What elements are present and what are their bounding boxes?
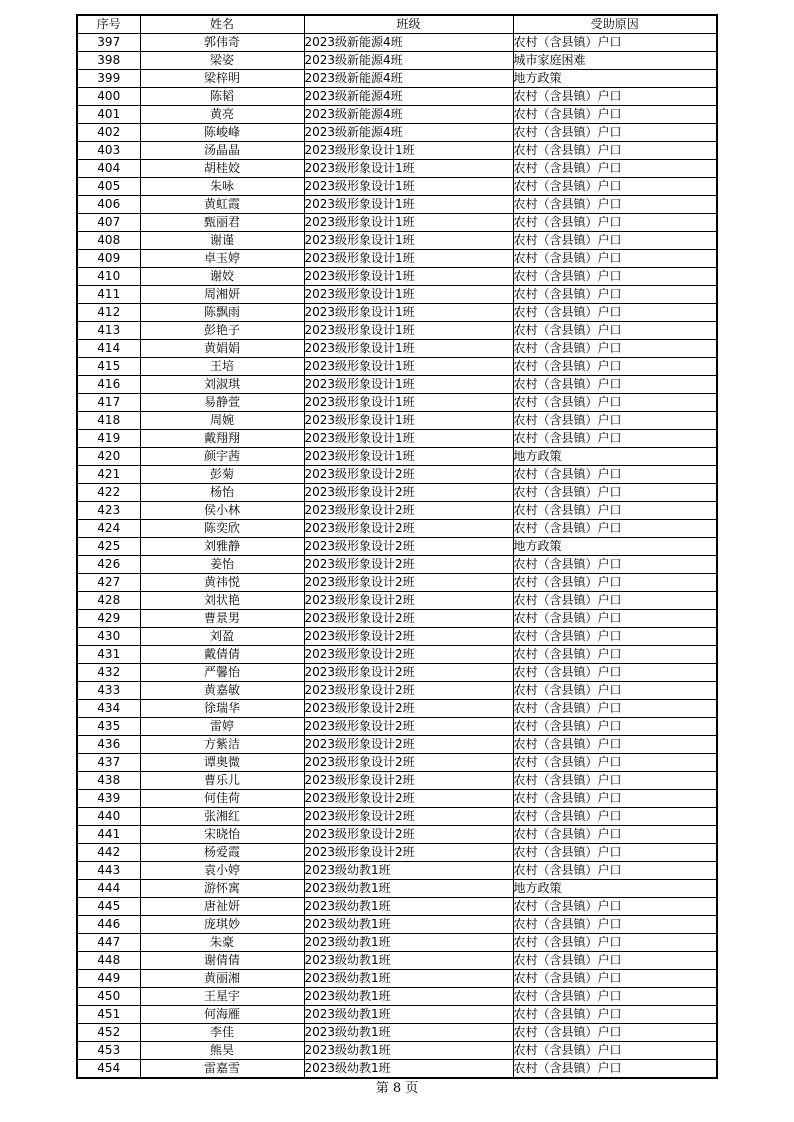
cell-reason: 农村（含县镇）户口 (513, 412, 717, 430)
cell-class: 2023级形象设计2班 (304, 772, 513, 790)
cell-class: 2023级形象设计2班 (304, 754, 513, 772)
cell-class: 2023级形象设计2班 (304, 592, 513, 610)
cell-class: 2023级幼教1班 (304, 988, 513, 1006)
header-class: 班级 (304, 15, 513, 34)
cell-name: 李佳 (140, 1024, 304, 1042)
table-row (77, 736, 717, 754)
cell-no: 414 (77, 340, 140, 358)
table-row (77, 790, 717, 808)
cell-reason: 农村（含县镇）户口 (513, 520, 717, 538)
cell-reason: 农村（含县镇）户口 (513, 556, 717, 574)
table-row (77, 106, 717, 124)
cell-class: 2023级形象设计2班 (304, 700, 513, 718)
cell-no: 422 (77, 484, 140, 502)
table-row (77, 250, 717, 268)
table-row (77, 358, 717, 376)
cell-name: 雷嘉雪 (140, 1060, 304, 1079)
cell-no: 427 (77, 574, 140, 592)
cell-class: 2023级形象设计1班 (304, 376, 513, 394)
cell-no: 420 (77, 448, 140, 466)
header-no: 序号 (77, 15, 140, 34)
table-row (77, 520, 717, 538)
table-row (77, 574, 717, 592)
table-row (77, 952, 717, 970)
cell-class: 2023级形象设计1班 (304, 340, 513, 358)
table-row (77, 754, 717, 772)
cell-name: 朱豪 (140, 934, 304, 952)
cell-name: 黄祎悦 (140, 574, 304, 592)
cell-class: 2023级形象设计2班 (304, 556, 513, 574)
cell-reason: 农村（含县镇）户口 (513, 502, 717, 520)
cell-name: 曹景男 (140, 610, 304, 628)
cell-no: 426 (77, 556, 140, 574)
cell-no: 399 (77, 70, 140, 88)
table-row (77, 484, 717, 502)
table-row (77, 286, 717, 304)
cell-name: 易静萱 (140, 394, 304, 412)
table-row (77, 52, 717, 70)
table-row (77, 232, 717, 250)
cell-no: 406 (77, 196, 140, 214)
cell-name: 曹乐儿 (140, 772, 304, 790)
table-row (77, 700, 717, 718)
cell-reason: 农村（含县镇）户口 (513, 304, 717, 322)
cell-no: 424 (77, 520, 140, 538)
cell-no: 430 (77, 628, 140, 646)
table-row (77, 502, 717, 520)
cell-class: 2023级幼教1班 (304, 1024, 513, 1042)
cell-no: 439 (77, 790, 140, 808)
cell-no: 429 (77, 610, 140, 628)
cell-reason: 农村（含县镇）户口 (513, 376, 717, 394)
cell-reason: 农村（含县镇）户口 (513, 808, 717, 826)
cell-class: 2023级新能源4班 (304, 34, 513, 52)
cell-class: 2023级形象设计1班 (304, 142, 513, 160)
cell-reason: 农村（含县镇）户口 (513, 394, 717, 412)
cell-no: 442 (77, 844, 140, 862)
table-row (77, 142, 717, 160)
cell-name: 朱咏 (140, 178, 304, 196)
cell-name: 黄嘉敏 (140, 682, 304, 700)
cell-no: 444 (77, 880, 140, 898)
cell-no: 419 (77, 430, 140, 448)
cell-no: 445 (77, 898, 140, 916)
cell-name: 陈奕欣 (140, 520, 304, 538)
cell-reason: 农村（含县镇）户口 (513, 466, 717, 484)
header-name: 姓名 (140, 15, 304, 34)
cell-class: 2023级形象设计1班 (304, 412, 513, 430)
cell-name: 陈飘雨 (140, 304, 304, 322)
cell-class: 2023级形象设计1班 (304, 196, 513, 214)
cell-reason: 农村（含县镇）户口 (513, 1006, 717, 1024)
table-row (77, 124, 717, 142)
cell-reason: 农村（含县镇）户口 (513, 34, 717, 52)
cell-reason: 农村（含县镇）户口 (513, 1024, 717, 1042)
cell-class: 2023级新能源4班 (304, 52, 513, 70)
cell-class: 2023级形象设计2班 (304, 574, 513, 592)
cell-no: 411 (77, 286, 140, 304)
cell-reason: 农村（含县镇）户口 (513, 124, 717, 142)
cell-name: 陈峻峰 (140, 124, 304, 142)
cell-reason: 农村（含县镇）户口 (513, 610, 717, 628)
cell-reason: 农村（含县镇）户口 (513, 862, 717, 880)
cell-no: 405 (77, 178, 140, 196)
cell-no: 438 (77, 772, 140, 790)
cell-reason: 农村（含县镇）户口 (513, 250, 717, 268)
cell-reason: 农村（含县镇）户口 (513, 754, 717, 772)
cell-no: 443 (77, 862, 140, 880)
cell-no: 435 (77, 718, 140, 736)
cell-class: 2023级形象设计1班 (304, 286, 513, 304)
table-row (77, 808, 717, 826)
table-row (77, 826, 717, 844)
table-row (77, 592, 717, 610)
cell-no: 415 (77, 358, 140, 376)
cell-no: 421 (77, 466, 140, 484)
table-row (77, 376, 717, 394)
cell-name: 张湘红 (140, 808, 304, 826)
cell-class: 2023级形象设计1班 (304, 430, 513, 448)
cell-no: 413 (77, 322, 140, 340)
cell-reason: 农村（含县镇）户口 (513, 628, 717, 646)
cell-class: 2023级形象设计1班 (304, 232, 513, 250)
page-number: 第 8 页 (375, 1081, 419, 1096)
cell-class: 2023级新能源4班 (304, 70, 513, 88)
cell-name: 汤晶晶 (140, 142, 304, 160)
cell-name: 彭艳子 (140, 322, 304, 340)
cell-class: 2023级形象设计2班 (304, 466, 513, 484)
cell-class: 2023级幼教1班 (304, 970, 513, 988)
cell-reason: 农村（含县镇）户口 (513, 484, 717, 502)
table-row (77, 682, 717, 700)
cell-reason: 农村（含县镇）户口 (513, 970, 717, 988)
cell-no: 409 (77, 250, 140, 268)
cell-name: 黄丽湘 (140, 970, 304, 988)
table-row (77, 664, 717, 682)
table-row (77, 538, 717, 556)
cell-name: 杨怡 (140, 484, 304, 502)
cell-reason: 农村（含县镇）户口 (513, 646, 717, 664)
cell-name: 卓玉婷 (140, 250, 304, 268)
cell-class: 2023级形象设计1班 (304, 394, 513, 412)
cell-class: 2023级幼教1班 (304, 934, 513, 952)
table-row (77, 862, 717, 880)
cell-no: 448 (77, 952, 140, 970)
cell-no: 423 (77, 502, 140, 520)
table-row (77, 70, 717, 88)
cell-class: 2023级形象设计2班 (304, 682, 513, 700)
table-row (77, 340, 717, 358)
cell-no: 449 (77, 970, 140, 988)
cell-class: 2023级幼教1班 (304, 880, 513, 898)
cell-reason: 农村（含县镇）户口 (513, 952, 717, 970)
cell-no: 440 (77, 808, 140, 826)
cell-class: 2023级幼教1班 (304, 1060, 513, 1079)
cell-name: 袁小婷 (140, 862, 304, 880)
cell-reason: 农村（含县镇）户口 (513, 322, 717, 340)
cell-reason: 农村（含县镇）户口 (513, 88, 717, 106)
cell-class: 2023级形象设计1班 (304, 358, 513, 376)
cell-no: 451 (77, 1006, 140, 1024)
table-row (77, 772, 717, 790)
table-row (77, 916, 717, 934)
cell-name: 彭菊 (140, 466, 304, 484)
cell-name: 游怀寓 (140, 880, 304, 898)
cell-class: 2023级幼教1班 (304, 862, 513, 880)
cell-reason: 农村（含县镇）户口 (513, 592, 717, 610)
table-row (77, 970, 717, 988)
cell-reason: 农村（含县镇）户口 (513, 196, 717, 214)
table-row (77, 88, 717, 106)
table-row (77, 610, 717, 628)
cell-class: 2023级形象设计2班 (304, 538, 513, 556)
cell-reason: 农村（含县镇）户口 (513, 1042, 717, 1060)
table-row (77, 196, 717, 214)
table-row (77, 448, 717, 466)
cell-no: 432 (77, 664, 140, 682)
cell-class: 2023级形象设计1班 (304, 214, 513, 232)
cell-class: 2023级形象设计2班 (304, 826, 513, 844)
cell-reason: 农村（含县镇）户口 (513, 934, 717, 952)
table-row (77, 880, 717, 898)
cell-reason: 农村（含县镇）户口 (513, 286, 717, 304)
cell-reason: 农村（含县镇）户口 (513, 790, 717, 808)
cell-name: 姜怡 (140, 556, 304, 574)
cell-reason: 农村（含县镇）户口 (513, 700, 717, 718)
cell-no: 398 (77, 52, 140, 70)
table-row (77, 160, 717, 178)
cell-name: 刘雅静 (140, 538, 304, 556)
cell-name: 谢姣 (140, 268, 304, 286)
cell-class: 2023级幼教1班 (304, 916, 513, 934)
cell-reason: 农村（含县镇）户口 (513, 160, 717, 178)
cell-no: 400 (77, 88, 140, 106)
cell-reason: 农村（含县镇）户口 (513, 826, 717, 844)
cell-no: 447 (77, 934, 140, 952)
header-reason: 受助原因 (513, 15, 717, 34)
table-row (77, 628, 717, 646)
cell-reason: 农村（含县镇）户口 (513, 718, 717, 736)
cell-reason: 农村（含县镇）户口 (513, 682, 717, 700)
cell-class: 2023级形象设计2班 (304, 844, 513, 862)
cell-reason: 地方政策 (513, 880, 717, 898)
cell-no: 397 (77, 34, 140, 52)
table-row (77, 304, 717, 322)
cell-reason: 农村（含县镇）户口 (513, 898, 717, 916)
table-row (77, 1042, 717, 1060)
cell-name: 周婉 (140, 412, 304, 430)
table-row (77, 1060, 717, 1079)
cell-reason: 农村（含县镇）户口 (513, 106, 717, 124)
cell-reason: 城市家庭困难 (513, 52, 717, 70)
cell-name: 宋晓怡 (140, 826, 304, 844)
table-row (77, 322, 717, 340)
cell-name: 黄亮 (140, 106, 304, 124)
cell-class: 2023级新能源4班 (304, 124, 513, 142)
cell-class: 2023级形象设计2班 (304, 718, 513, 736)
table-row (77, 646, 717, 664)
cell-no: 454 (77, 1060, 140, 1079)
cell-name: 雷婷 (140, 718, 304, 736)
table-row (77, 268, 717, 286)
cell-class: 2023级新能源4班 (304, 106, 513, 124)
cell-reason: 农村（含县镇）户口 (513, 268, 717, 286)
cell-name: 谢谨 (140, 232, 304, 250)
cell-class: 2023级形象设计1班 (304, 268, 513, 286)
cell-name: 刘状艳 (140, 592, 304, 610)
cell-name: 侯小林 (140, 502, 304, 520)
cell-name: 黄娟娟 (140, 340, 304, 358)
cell-class: 2023级形象设计2班 (304, 628, 513, 646)
table-row (77, 1006, 717, 1024)
cell-reason: 农村（含县镇）户口 (513, 232, 717, 250)
cell-reason: 地方政策 (513, 448, 717, 466)
cell-name: 何佳荷 (140, 790, 304, 808)
cell-name: 王培 (140, 358, 304, 376)
table-row (77, 466, 717, 484)
table-row (77, 214, 717, 232)
table-row (77, 1024, 717, 1042)
aid-recipient-table (76, 14, 718, 1079)
cell-name: 黄虹霞 (140, 196, 304, 214)
cell-name: 胡桂姣 (140, 160, 304, 178)
cell-no: 434 (77, 700, 140, 718)
cell-no: 418 (77, 412, 140, 430)
cell-name: 甄丽君 (140, 214, 304, 232)
cell-no: 408 (77, 232, 140, 250)
cell-name: 梁梓明 (140, 70, 304, 88)
cell-name: 杨爱霞 (140, 844, 304, 862)
cell-reason: 地方政策 (513, 70, 717, 88)
table-row (77, 898, 717, 916)
table-row (77, 178, 717, 196)
cell-class: 2023级形象设计1班 (304, 448, 513, 466)
cell-class: 2023级形象设计2班 (304, 664, 513, 682)
cell-name: 刘淑琪 (140, 376, 304, 394)
table-row (77, 412, 717, 430)
cell-class: 2023级形象设计2班 (304, 808, 513, 826)
cell-name: 唐祉妍 (140, 898, 304, 916)
cell-no: 452 (77, 1024, 140, 1042)
cell-name: 戴翔翔 (140, 430, 304, 448)
cell-reason: 农村（含县镇）户口 (513, 844, 717, 862)
cell-no: 428 (77, 592, 140, 610)
cell-no: 436 (77, 736, 140, 754)
cell-class: 2023级新能源4班 (304, 88, 513, 106)
cell-no: 441 (77, 826, 140, 844)
cell-name: 徐瑞华 (140, 700, 304, 718)
cell-class: 2023级形象设计1班 (304, 178, 513, 196)
cell-reason: 农村（含县镇）户口 (513, 574, 717, 592)
cell-no: 402 (77, 124, 140, 142)
cell-name: 戴倩倩 (140, 646, 304, 664)
cell-no: 433 (77, 682, 140, 700)
cell-no: 437 (77, 754, 140, 772)
cell-class: 2023级幼教1班 (304, 1006, 513, 1024)
cell-no: 446 (77, 916, 140, 934)
table-row (77, 430, 717, 448)
header-row (77, 15, 717, 34)
table-row (77, 556, 717, 574)
table-row (77, 718, 717, 736)
cell-no: 450 (77, 988, 140, 1006)
cell-class: 2023级形象设计1班 (304, 322, 513, 340)
cell-reason: 农村（含县镇）户口 (513, 358, 717, 376)
cell-reason: 农村（含县镇）户口 (513, 916, 717, 934)
table-row (77, 844, 717, 862)
cell-reason: 农村（含县镇）户口 (513, 214, 717, 232)
cell-name: 庞琪妙 (140, 916, 304, 934)
table-row (77, 394, 717, 412)
cell-no: 417 (77, 394, 140, 412)
cell-class: 2023级形象设计2班 (304, 502, 513, 520)
cell-name: 何海雁 (140, 1006, 304, 1024)
cell-no: 416 (77, 376, 140, 394)
cell-class: 2023级幼教1班 (304, 1042, 513, 1060)
cell-class: 2023级形象设计1班 (304, 250, 513, 268)
table-row (77, 34, 717, 52)
cell-reason: 农村（含县镇）户口 (513, 1060, 717, 1079)
cell-no: 453 (77, 1042, 140, 1060)
cell-reason: 农村（含县镇）户口 (513, 340, 717, 358)
cell-no: 412 (77, 304, 140, 322)
cell-reason: 农村（含县镇）户口 (513, 664, 717, 682)
cell-name: 谢倩倩 (140, 952, 304, 970)
cell-class: 2023级形象设计2班 (304, 646, 513, 664)
cell-reason: 农村（含县镇）户口 (513, 772, 717, 790)
cell-name: 郭伟奇 (140, 34, 304, 52)
cell-no: 410 (77, 268, 140, 286)
cell-name: 严馨怡 (140, 664, 304, 682)
cell-name: 周湘妍 (140, 286, 304, 304)
cell-name: 谭奥微 (140, 754, 304, 772)
cell-class: 2023级形象设计1班 (304, 160, 513, 178)
cell-name: 方紫洁 (140, 736, 304, 754)
cell-class: 2023级形象设计2班 (304, 790, 513, 808)
cell-reason: 地方政策 (513, 538, 717, 556)
cell-name: 陈韬 (140, 88, 304, 106)
cell-class: 2023级幼教1班 (304, 898, 513, 916)
cell-no: 401 (77, 106, 140, 124)
cell-reason: 农村（含县镇）户口 (513, 178, 717, 196)
cell-reason: 农村（含县镇）户口 (513, 142, 717, 160)
cell-class: 2023级形象设计2班 (304, 520, 513, 538)
cell-name: 刘盈 (140, 628, 304, 646)
cell-reason: 农村（含县镇）户口 (513, 736, 717, 754)
table-row (77, 934, 717, 952)
cell-class: 2023级形象设计1班 (304, 304, 513, 322)
cell-no: 404 (77, 160, 140, 178)
cell-class: 2023级形象设计2班 (304, 610, 513, 628)
cell-class: 2023级幼教1班 (304, 952, 513, 970)
cell-name: 梁姿 (140, 52, 304, 70)
cell-no: 407 (77, 214, 140, 232)
cell-no: 431 (77, 646, 140, 664)
cell-name: 熊昊 (140, 1042, 304, 1060)
cell-class: 2023级形象设计2班 (304, 484, 513, 502)
table-row (77, 988, 717, 1006)
cell-no: 403 (77, 142, 140, 160)
cell-reason: 农村（含县镇）户口 (513, 430, 717, 448)
cell-class: 2023级形象设计2班 (304, 736, 513, 754)
cell-reason: 农村（含县镇）户口 (513, 988, 717, 1006)
cell-name: 颜宇茜 (140, 448, 304, 466)
cell-no: 425 (77, 538, 140, 556)
cell-name: 王星宇 (140, 988, 304, 1006)
